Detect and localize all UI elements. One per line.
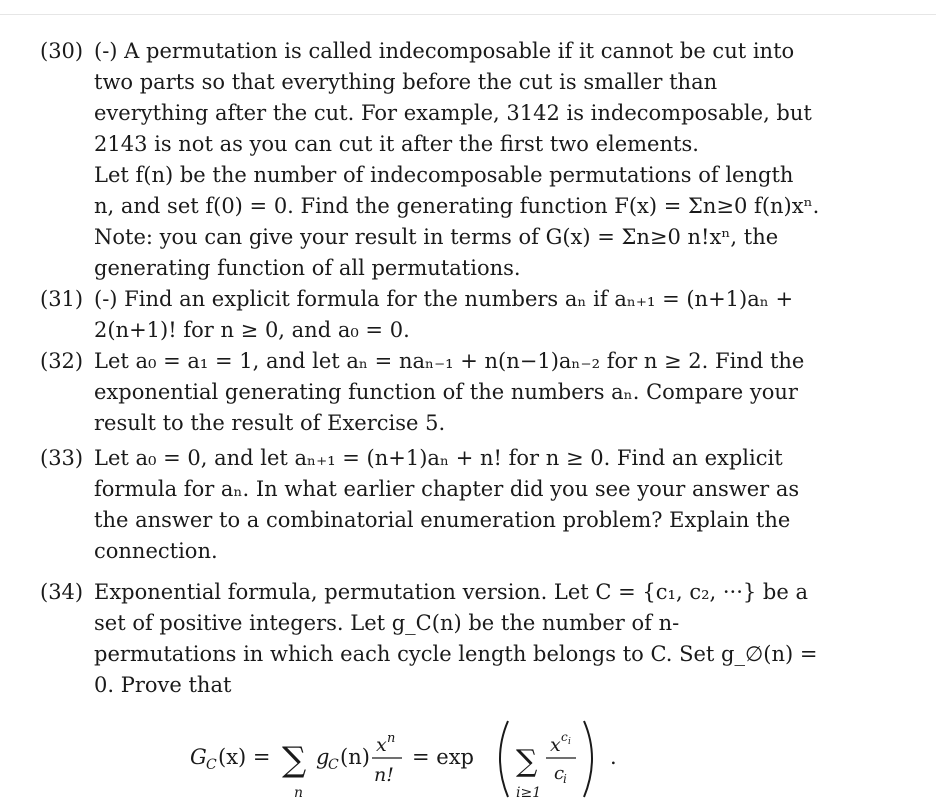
exercise-number: (31) — [40, 287, 84, 311]
lhs-subscript: C — [206, 757, 217, 773]
fraction-numerator-exponent: n — [387, 731, 396, 746]
inner-sum-sigma: ∑ — [516, 744, 538, 779]
exercise-text: Let f(n) be the number of indecomposable permutations of length n, and set f(0) = 0. Find the generating function F(x) = Σn≥0 f(n)xⁿ. Note: you can give your result in terms of G(x) = Σn≥0 n!xⁿ, the generating function of all permutations. — [94, 163, 820, 280]
exercise-31 — [40, 284, 820, 346]
term-symbol: g — [316, 745, 330, 769]
exercise-33 — [40, 443, 820, 567]
formula-graphic — [190, 717, 660, 803]
sum-index: n — [294, 785, 304, 801]
exercise-number: (32) — [40, 349, 84, 373]
exercise-text: (-) A permutation is called indecomposable if it cannot be cut into two parts so that everything before the cut is smaller than everything after the cut. For example, 3142 is indecomposable, but 2143 is not as you can cut it after the first two elements. — [94, 39, 812, 156]
lhs-argument: (x) = — [218, 745, 271, 769]
exercise-text: Exponential formula, permutation version. Let C = {c₁, c₂, ···} be a set of positive integers. Let g_C(n) be the number of n-permutations in which each cycle length belongs to C. Set g_∅(n) = 0. Prove that — [94, 580, 818, 697]
term-argument: (n) — [340, 745, 370, 769]
inner-denominator: c — [554, 763, 565, 784]
sum-sigma: ∑ — [282, 740, 307, 780]
trailing-period: . — [610, 745, 617, 769]
inner-numerator: x — [550, 734, 561, 756]
inner-numerator-exponent-subscript: i — [568, 737, 571, 747]
inner-sum-index: i≥1 — [516, 785, 542, 801]
display-formula — [190, 717, 820, 803]
lhs-symbol: G — [190, 745, 207, 769]
left-paren — [500, 721, 508, 797]
term-subscript: C — [328, 757, 339, 773]
exercise-text: (-) Find an explicit formula for the numbers aₙ if aₙ₊₁ = (n+1)aₙ + 2(n+1)! for n ≥ 0, and a₀ = 0. — [94, 287, 794, 342]
equals-exp: = exp — [412, 745, 474, 769]
inner-denominator-subscript: i — [563, 772, 567, 786]
top-divider — [0, 14, 936, 15]
exercise-32 — [40, 346, 820, 439]
inner-numerator-exponent: c — [561, 730, 568, 744]
exercise-34 — [40, 577, 820, 701]
fraction-denominator: n! — [374, 764, 394, 786]
exercise-number: (30) — [40, 39, 84, 63]
exercise-30 — [40, 36, 820, 284]
exercise-text: Let a₀ = a₁ = 1, and let aₙ = naₙ₋₁ + n(n−1)aₙ₋₂ for n ≥ 2. Find the exponential generating function of the numbers aₙ. Compare your result to the result of Exercise 5. — [94, 349, 805, 435]
exercise-list — [40, 36, 820, 803]
fraction-numerator: x — [376, 734, 387, 756]
right-paren — [584, 721, 592, 797]
exercise-text: Let a₀ = 0, and let aₙ₊₁ = (n+1)aₙ + n! for n ≥ 0. Find an explicit formula for aₙ. In what earlier chapter did you see your answer as the answer to a combinatorial enumeration problem? Explain the connection. — [94, 446, 800, 563]
exercise-number: (34) — [40, 580, 84, 604]
exercise-number: (33) — [40, 446, 84, 470]
